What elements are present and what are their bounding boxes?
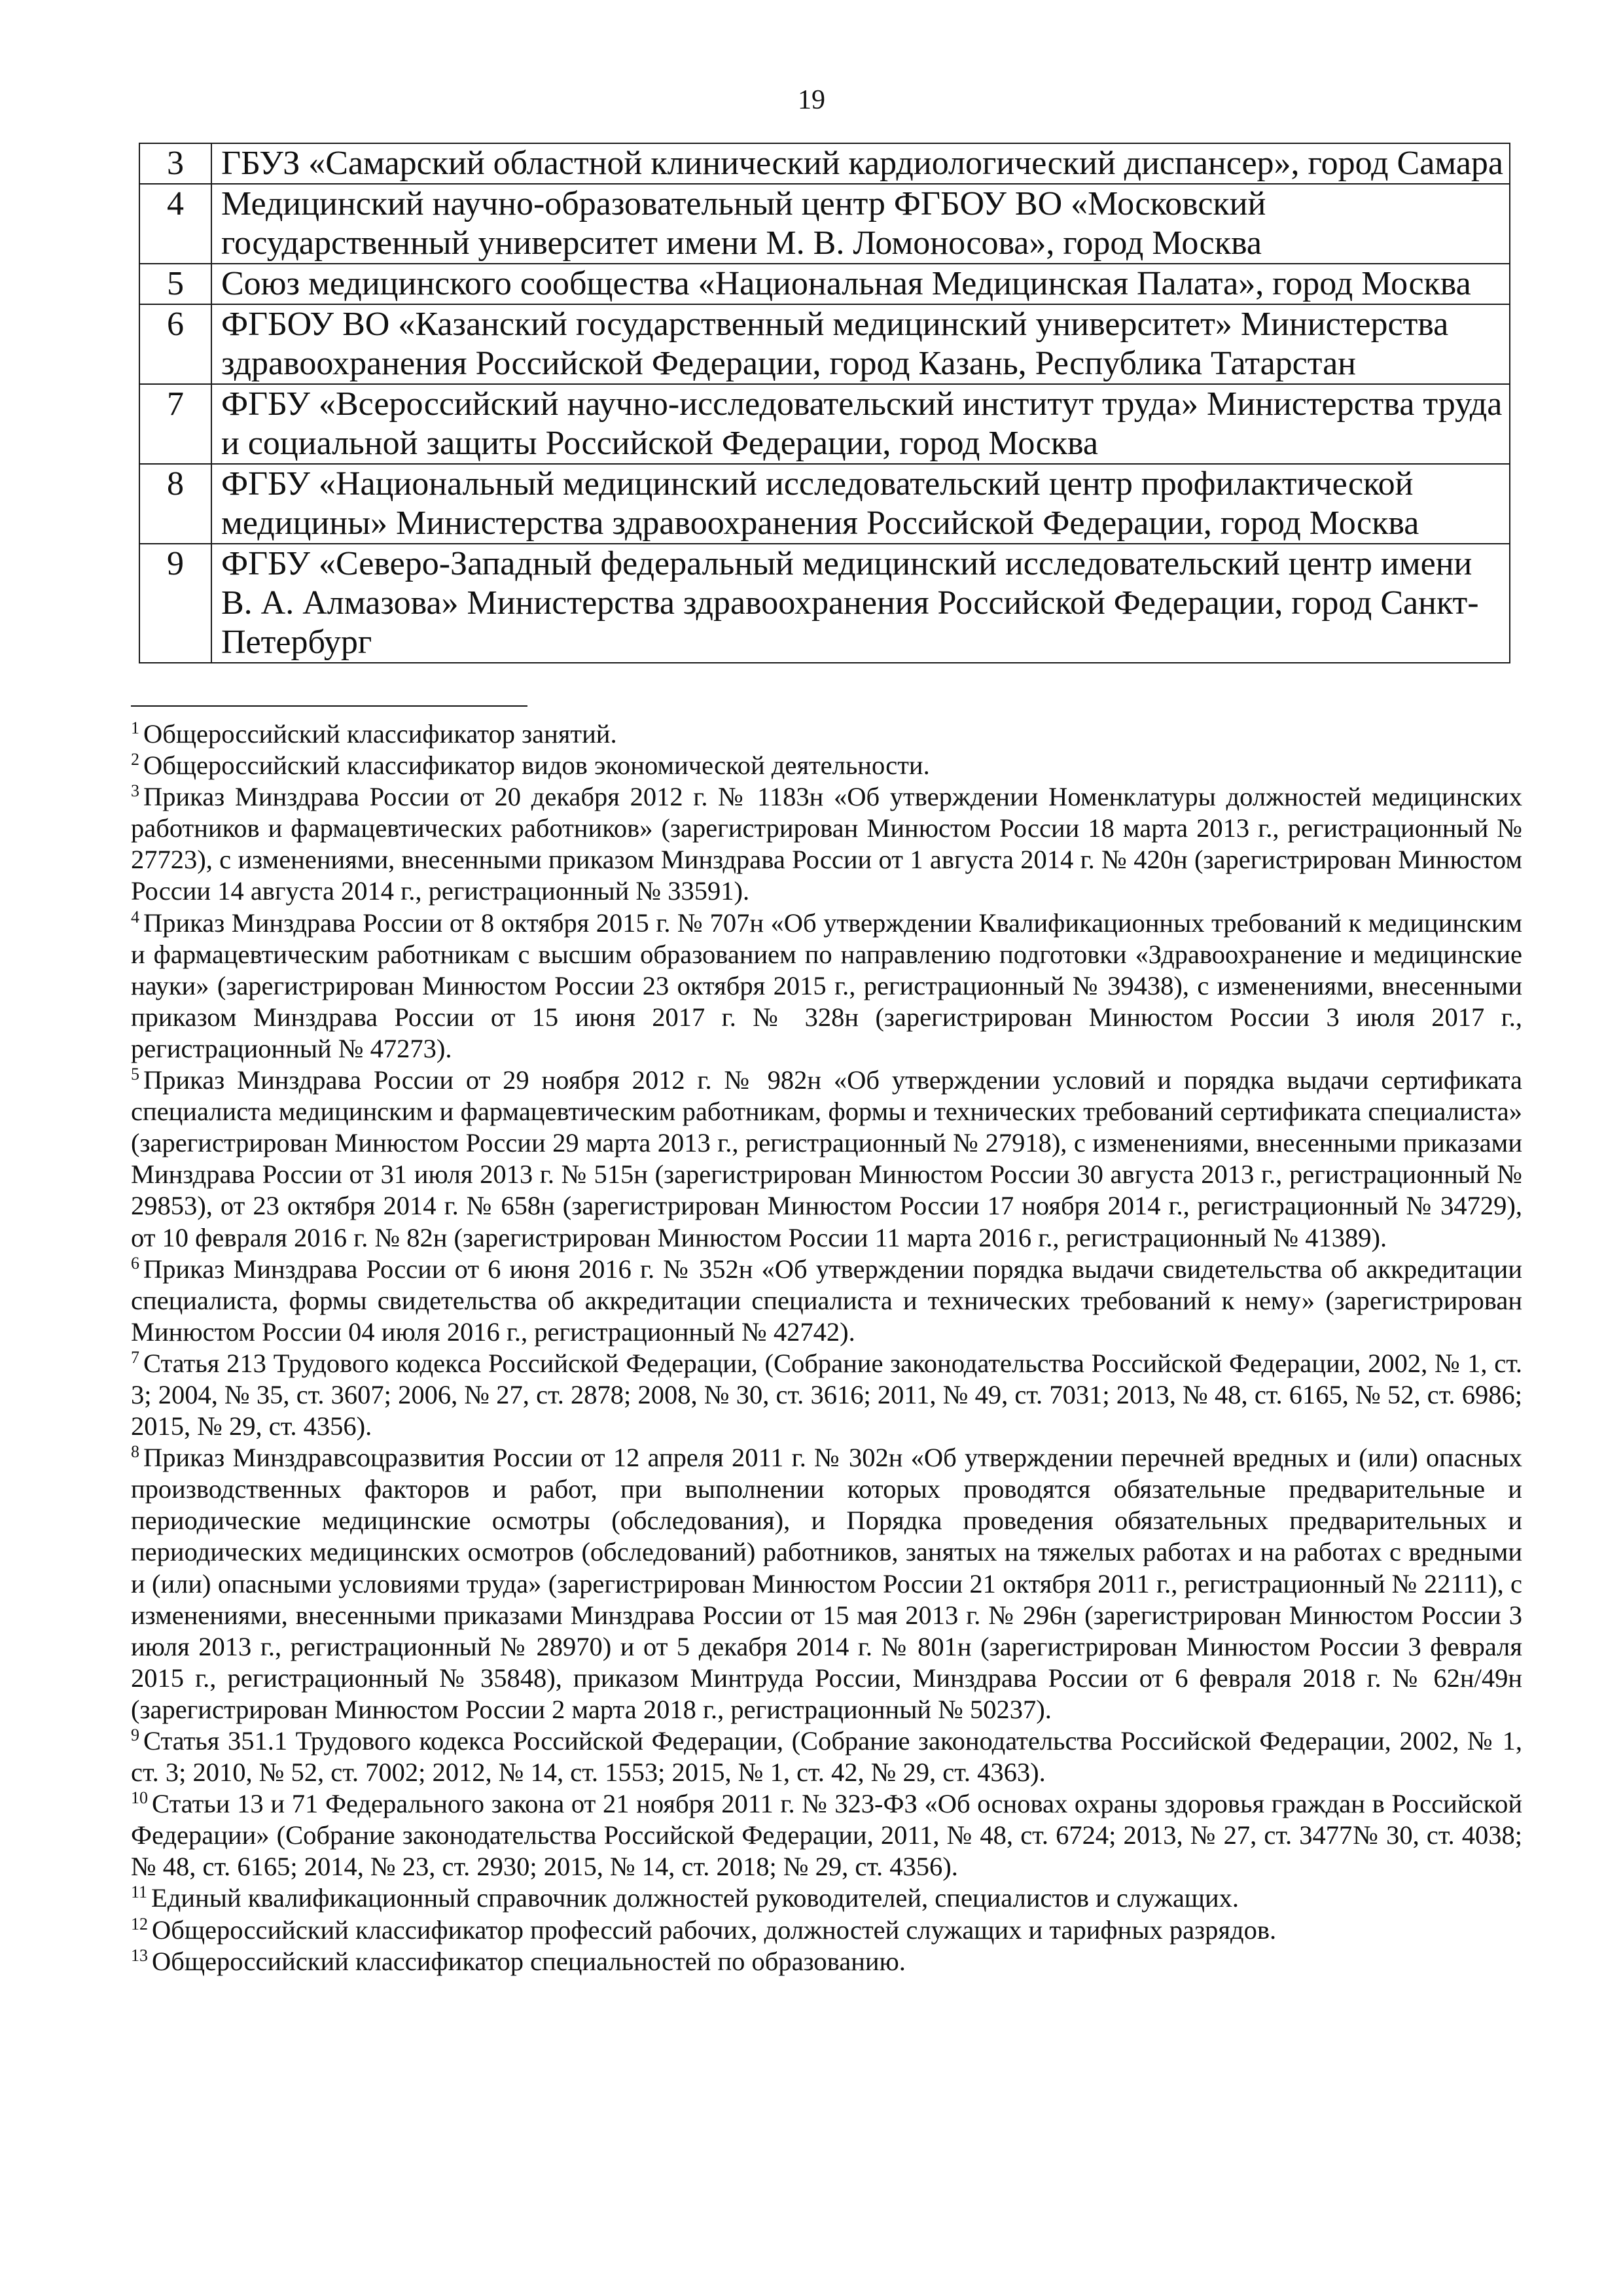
table-row xyxy=(139,384,1510,464)
footnote-mark: 9 xyxy=(131,1725,139,1744)
footnote-mark: 5 xyxy=(131,1065,139,1084)
organizations-table xyxy=(139,143,1510,663)
footnote xyxy=(131,718,1522,750)
footnote-mark: 7 xyxy=(131,1347,139,1367)
footnote-text: Общероссийский классификатор видов экономической деятельности. xyxy=(143,751,930,781)
row-number: 3 xyxy=(139,143,211,184)
footnote xyxy=(131,781,1522,907)
footnote-mark: 2 xyxy=(131,750,139,769)
footnotes xyxy=(131,718,1522,1977)
table-row xyxy=(139,184,1510,264)
footnote-mark: 11 xyxy=(131,1882,148,1902)
footnote-mark: 12 xyxy=(131,1914,148,1934)
footnote xyxy=(131,1882,1522,1914)
footnote-text: Статьи 13 и 71 Федерального закона от 21 ноября 2011 г. № 323-ФЗ «Об основах охраны здоровья граждан в Российской Федерации» (Собрание законодательства Российской Федерации, 2011, № 48, ст. 6724; 2013, № 27, ст. 3477№ 30, ст. 4038; № 48, ст. 6165; 2014, № 23, ст. 2930; 2015, № 14, ст. 2018; № 29, ст. 4356). xyxy=(131,1789,1522,1882)
footnote-mark: 8 xyxy=(131,1442,139,1462)
row-number: 6 xyxy=(139,304,211,384)
table-row xyxy=(139,544,1510,663)
footnote-text: Общероссийский классификатор занятий. xyxy=(143,719,617,749)
footnote-mark: 13 xyxy=(131,1945,148,1965)
footnote-text: Приказ Минздравсоцразвития России от 12 апреля 2011 г. № 302н «Об утверждении перечней вредных и (или) опасных производственных факторов и работ, при выполнении которых проводятся обязательные предварительные и периодические медицинские осмотры (обследования), и Порядка проведения обязательных предварительных и периодических медицинских осмотров (обследований) работников, занятых на тяжелых работах и на работах с вредными и (или) опасными условиями труда» (зарегистрирован Минюстом России 21 октября 2011 г., регистрационный № 22111), с изменениями, внесенными приказами Минздрава России от 15 мая 2013 г. № 296н (зарегистрирован Минюстом России 3 июля 2013 г., регистрационный № 28970) и от 5 декабря 2014 г. № 801н (зарегистрирован Минюстом России 3 февраля 2015 г., регистрационный № 35848), приказом Минтруда России, Минздрава России от 6 февраля 2018 г. № 62н/49н (зарегистрирован Минюстом России 2 марта 2018 г., регистрационный № 50237). xyxy=(131,1443,1522,1724)
footnote xyxy=(131,1915,1522,1946)
footnote-mark: 6 xyxy=(131,1253,139,1273)
footnote-separator xyxy=(131,705,527,707)
footnote xyxy=(131,1946,1522,1977)
row-number: 4 xyxy=(139,184,211,264)
row-organization: ФГБОУ ВО «Казанский государственный медицинский университет» Министерства здравоохранения Российской Федерации, город Казань, Республика Татарстан xyxy=(211,304,1510,384)
table-row xyxy=(139,304,1510,384)
footnote xyxy=(131,1788,1522,1882)
page-number: 19 xyxy=(798,85,825,115)
footnote xyxy=(131,908,1522,1065)
table-row xyxy=(139,143,1510,184)
footnote-text: Приказ Минздрава России от 29 ноября 2012 г. № 982н «Об утверждении условий и порядка выдачи сертификата специалиста медицинским и фармацевтическим работникам, формы и технических требований сертификата специалиста» (зарегистрирован Минюстом России 29 марта 2013 г., регистрационный № 27918), с изменениями, внесенными приказами Минздрава России от 31 июля 2013 г. № 515н (зарегистрирован Минюстом России 30 августа 2013 г., регистрационный № 29853), от 23 октября 2014 г. № 658н (зарегистрирован Минюстом России 17 ноября 2014 г., регистрационный № 34729), от 10 февраля 2016 г. № 82н (зарегистрирован Минюстом России 11 марта 2016 г., регистрационный № 41389). xyxy=(131,1065,1522,1252)
footnote-mark: 3 xyxy=(131,781,139,801)
row-organization: ФГБУ «Национальный медицинский исследовательский центр профилактической медицины» Министерства здравоохранения Российской Федерации, город Москва xyxy=(211,464,1510,544)
footnote-text: Общероссийский классификатор профессий рабочих, должностей служащих и тарифных разрядов. xyxy=(152,1915,1277,1945)
row-organization: ГБУЗ «Самарский областной клинический кардиологический диспансер», город Самара xyxy=(211,143,1510,184)
footnote-mark: 10 xyxy=(131,1788,148,1808)
footnote-text: Приказ Минздрава России от 20 декабря 2012 г. № 1183н «Об утверждении Номенклатуры должностей медицинских работников и фармацевтических работников» (зарегистрирован Минюстом России 18 марта 2013 г., регистрационный № 27723), с изменениями, внесенными приказом Минздрава России от 1 августа 2014 г. № 420н (зарегистрирован Минюстом России 14 августа 2014 г., регистрационный № 33591). xyxy=(131,782,1522,906)
row-number: 5 xyxy=(139,264,211,304)
footnote xyxy=(131,1065,1522,1254)
row-organization: ФГБУ «Северо-Западный федеральный медицинский исследовательский центр имени В. А. Алмазова» Министерства здравоохранения Российской Федерации, город Санкт-Петербург xyxy=(211,544,1510,663)
row-number: 9 xyxy=(139,544,211,663)
footnote-text: Единый квалификационный справочник должностей руководителей, специалистов и служащих. xyxy=(151,1883,1240,1913)
footnote-mark: 1 xyxy=(131,718,139,737)
footnote xyxy=(131,750,1522,781)
footnote xyxy=(131,1442,1522,1725)
row-organization: ФГБУ «Всероссийский научно-исследовательский институт труда» Министерства труда и социальной защиты Российской Федерации, город Москва xyxy=(211,384,1510,464)
footnote-text: Статья 351.1 Трудового кодекса Российской Федерации, (Собрание законодательства Российской Федерации, 2002, № 1, ст. 3; 2010, № 52, ст. 7002; 2012, № 14, ст. 1553; 2015, № 1, ст. 42, № 29, ст. 4363). xyxy=(131,1726,1522,1788)
footnote xyxy=(131,1725,1522,1788)
table-row xyxy=(139,264,1510,304)
table-row xyxy=(139,464,1510,544)
row-organization: Союз медицинского сообщества «Национальная Медицинская Палата», город Москва xyxy=(211,264,1510,304)
footnote-text: Общероссийский классификатор специальностей по образованию. xyxy=(152,1946,906,1976)
footnote-text: Приказ Минздрава России от 6 июня 2016 г. № 352н «Об утверждении порядка выдачи свидетельства об аккредитации специалиста, формы свидетельства об аккредитации специалиста и технических требований к нему» (зарегистрирован Минюстом России 04 июля 2016 г., регистрационный № 42742). xyxy=(131,1254,1522,1347)
footnote-text: Статья 213 Трудового кодекса Российской Федерации, (Собрание законодательства Российской Федерации, 2002, № 1, ст. 3; 2004, № 35, ст. 3607; 2006, № 27, ст. 2878; 2008, № 30, ст. 3616; 2011, № 49, ст. 7031; 2013, № 48, ст. 6165, № 52, ст. 6986; 2015, № 29, ст. 4356). xyxy=(131,1348,1522,1441)
footnote xyxy=(131,1348,1522,1442)
footnote-text: Приказ Минздрава России от 8 октября 2015 г. № 707н «Об утверждении Квалификационных требований к медицинским и фармацевтическим работникам с высшим образованием по направлению подготовки «Здравоохранение и медицинские науки» (зарегистрирован Минюстом России 23 октября 2015 г., регистрационный № 39438), с изменениями, внесенными приказом Минздрава России от 15 июня 2017 г. № 328н (зарегистрирован Минюстом России 3 июля 2017 г., регистрационный № 47273). xyxy=(131,908,1522,1063)
row-organization: Медицинский научно-образовательный центр ФГБОУ ВО «Московский государственный университет имени М. В. Ломоносова», город Москва xyxy=(211,184,1510,264)
footnote xyxy=(131,1254,1522,1348)
row-number: 8 xyxy=(139,464,211,544)
footnote-mark: 4 xyxy=(131,907,139,927)
row-number: 7 xyxy=(139,384,211,464)
